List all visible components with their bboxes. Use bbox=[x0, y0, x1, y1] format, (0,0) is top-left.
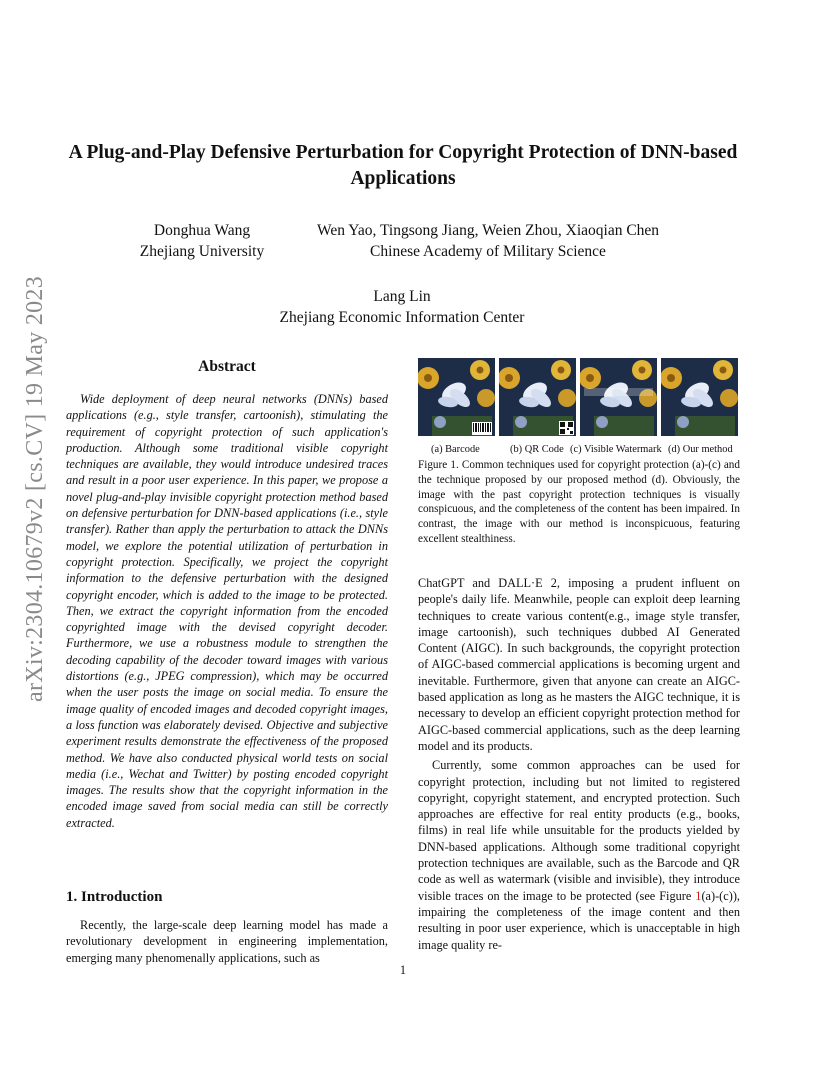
author-block-1 bbox=[120, 220, 284, 262]
flower-image bbox=[499, 358, 576, 436]
paragraph-1: ChatGPT and DALL·E 2, imposing a prudent influent on people's daily life. Meanwhile, people can exploit deep learning techniques to create various content(e.g., image style transfer, image cartoonish), such techniques dubbed AI Generated Content (AIGC). In such backgrounds, the copyright protection of AIGC-based commercial applications is becoming urgent and inevitable. Furthermore, given that anyone can create an AIGC-based application as long as he masters the AIGC technique, it is necessary to develop an efficient copyright protection method for AIGC-based commercial applications, such as the deep learning model and its products. bbox=[418, 576, 740, 753]
figure-panels bbox=[418, 358, 740, 438]
flower-image bbox=[418, 358, 495, 436]
introduction-text: Recently, the large-scale deep learning model has made a revolutionary development in engineering implementation, emerging many phenomenally applications, such as bbox=[66, 918, 388, 965]
figure-1 bbox=[418, 358, 740, 547]
page-number: 1 bbox=[399, 963, 407, 977]
author-block-3 bbox=[200, 286, 604, 328]
figure-reference-link[interactable]: 1 bbox=[695, 888, 702, 903]
right-column-text bbox=[418, 575, 740, 953]
author-block-2 bbox=[300, 220, 676, 262]
author-name: Wen Yao, Tingsong Jiang, Weien Zhou, Xiaoqian Chen bbox=[316, 222, 660, 239]
sublabel-barcode: (a) Barcode bbox=[431, 444, 480, 455]
author-name: Donghua Wang bbox=[153, 222, 251, 239]
figure-panel-qr-code bbox=[499, 358, 576, 436]
abstract-text: Wide deployment of deep neural networks (DNNs) based applications (e.g., style transfer, cartoonish), stimulating the requirement of copyright protection of such application's production. Although some traditional visible copyright techniques are available, they would introduce undesired traces and result in a poor user experience. In this paper, we propose a novel plug-and-play invisible copyright protection method based on defensive perturbation for DNN-based applications (i.e., style transfer). Rather than apply the perturbation to attack the DNNs model, we explore the potential utilization of perturbation in copyright protection. Specifically, we project the copyright information to the defensive perturbation with the designed copyright encoder, which is added to the image to be protected. Then, we extract the copyright information from the encoded copyrighted image with the devised copyright decoder. Furthermore, we use a robustness module to strengthen the decoding capability of the decoder toward images with various distortions (e.g., JPEG compression), which may be occurred when the user posts the image on social media. To ensure the image quality of encoded images and decoded copyright images, a loss function was elaborately devised. Objective and subjective experiment results demonstrate the effectiveness of the proposed method. We have also conducted physical world tests on social media (i.e., Wechat and Twitter) by posting encoded copyright images. The results show that the copyright information in the encoded image saved from social media can still be correctly extracted. bbox=[66, 392, 388, 830]
paper-title: A Plug-and-Play Defensive Perturbation for Copyright Protection of DNN-based Applications bbox=[68, 142, 738, 189]
author-affiliation: Zhejiang University bbox=[139, 243, 265, 260]
introduction-heading: 1. Introduction bbox=[66, 889, 163, 905]
figure-caption: Figure 1. Common techniques used for copyright protection (a)-(c) and the technique proposed by our proposed method (d). Obviously, the image with the past copyright protection techniques is visually conspicuous, and the completeness of the content has been impaired. In contrast, the image with our method is inconspicuous, featuring excellent stealthiness. bbox=[418, 459, 740, 545]
paragraph-2-text: Currently, some common approaches can be used for copyright protection, including but not limited to registered copyright, copyright statement, and encrypted protection. Such approaches are effective for real entity products (e.g., books, films) in real life while unsuitable for the products yielded by DNN-based applications. Although some traditional copyright protection techniques are available, such as the Barcode and QR code as well as watermark (visible and invisible), they introduce visible traces on the image to be protected (see Figure bbox=[418, 758, 740, 903]
figure-sublabels bbox=[418, 444, 740, 458]
figure-panel-barcode bbox=[418, 358, 495, 436]
sublabel-qr-code: (b) QR Code bbox=[510, 444, 564, 455]
arxiv-identifier: arXiv:2304.10679v2 [cs.CV] 19 May 2023 bbox=[22, 275, 48, 703]
paragraph-2 bbox=[418, 757, 740, 953]
author-affiliation: Zhejiang Economic Information Center bbox=[279, 309, 525, 326]
sublabel-visible-watermark: (c) Visible Watermark bbox=[570, 444, 662, 455]
author-affiliation: Chinese Academy of Military Science bbox=[370, 243, 606, 260]
author-name: Lang Lin bbox=[373, 288, 431, 305]
figure-panel-visible-watermark bbox=[580, 358, 657, 436]
paragraph-2-text-cont: (a)-(c)), impairing the completeness of the image content and then resulting in poor user experience, which is unacceptable in high image quality re- bbox=[418, 888, 740, 952]
sublabel-our-method: (d) Our method bbox=[668, 444, 733, 455]
figure-panel-our-method bbox=[661, 358, 738, 436]
flower-image bbox=[661, 358, 738, 436]
abstract-heading: Abstract bbox=[198, 358, 256, 375]
flower-image bbox=[580, 358, 657, 436]
